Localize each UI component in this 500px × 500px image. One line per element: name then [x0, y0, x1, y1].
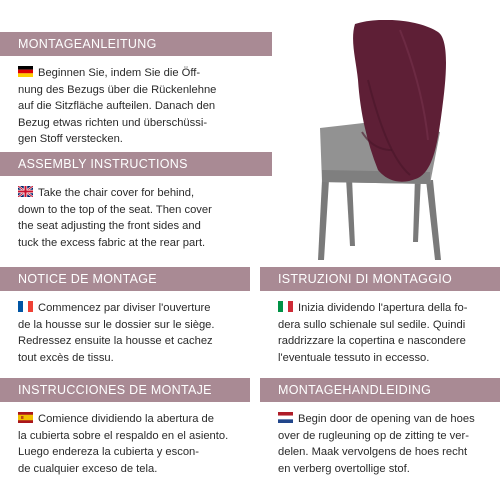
section-header-french: NOTICE DE MONTAGE — [0, 267, 250, 291]
text-line: auf die Sitzfläche aufteilen. Danach den — [18, 100, 216, 113]
text-line: gen Stoff verstecken. — [18, 133, 123, 146]
section-header-english: ASSEMBLY INSTRUCTIONS — [0, 152, 272, 176]
text-line: nung des Bezugs über die Rückenlehne — [18, 83, 217, 96]
text-line: l'eventuale tessuto in eccesso. — [278, 351, 430, 364]
text-line: Luego endereza la cubierta y escon- — [18, 446, 199, 459]
text-line: over de rugleuning op de zitting te ver- — [278, 429, 469, 442]
text-line: de cualquier exceso de tela. — [18, 462, 158, 475]
section-spanish — [0, 378, 250, 477]
text-line: de la housse sur le dossier sur le siège. — [18, 318, 215, 331]
section-body-german — [0, 65, 272, 148]
text-line: Bezug etwas richten und überschüssi- — [18, 116, 208, 129]
text-line: Begin door de opening van de hoes — [278, 411, 500, 428]
text-line: Beginnen Sie, indem Sie die Öff- — [18, 65, 272, 82]
uk-flag-icon — [18, 186, 33, 197]
text-line: delen. Maak vervolgens de hoes recht — [278, 446, 468, 459]
text-line: Comience dividiendo la abertura de — [18, 411, 250, 428]
text-line: Take the chair cover for behind, — [18, 185, 272, 202]
text-line: Redressez ensuite la housse et cachez — [18, 335, 213, 348]
text-line: tuck the excess fabric at the rear part. — [18, 236, 206, 249]
netherlands-flag-icon — [278, 412, 293, 423]
france-flag-icon — [18, 301, 33, 312]
section-dutch — [260, 378, 500, 477]
text-line: tout excès de tissu. — [18, 351, 114, 364]
section-english — [0, 152, 272, 251]
section-header-dutch: MONTAGEHANDLEIDING — [260, 378, 500, 402]
section-french — [0, 267, 250, 366]
section-header-italian: ISTRUZIONI DI MONTAGGIO — [260, 267, 500, 291]
section-header-german: MONTAGEANLEITUNG — [0, 32, 272, 56]
text-line: Inizia dividendo l'apertura della fo- — [278, 300, 500, 317]
chair-with-cover-illustration-icon — [300, 20, 500, 260]
text-line: dera sullo schienale sul sedile. Quindi — [278, 318, 466, 331]
text-line: Commencez par diviser l'ouverture — [18, 300, 250, 317]
section-italian — [260, 267, 500, 366]
section-header-spanish: INSTRUCCIONES DE MONTAJE — [0, 378, 250, 402]
section-body-french — [0, 300, 250, 366]
section-body-spanish — [0, 411, 250, 477]
text-line: en verberg overtollige stof. — [278, 462, 410, 475]
section-body-dutch — [260, 411, 500, 477]
text-line: la cubierta sobre el respaldo en el asiento. — [18, 429, 229, 442]
italy-flag-icon — [278, 301, 293, 312]
chair-legs — [318, 176, 441, 260]
section-body-italian — [260, 300, 500, 366]
section-body-english — [0, 185, 272, 251]
spain-flag-icon — [18, 412, 33, 423]
text-line: raddrizzare la copertina e nascondere — [278, 335, 466, 348]
section-german — [0, 32, 272, 148]
text-line: the seat adjusting the front sides and — [18, 220, 201, 233]
text-line: down to the top of the seat. Then cover — [18, 203, 212, 216]
germany-flag-icon — [18, 66, 33, 77]
